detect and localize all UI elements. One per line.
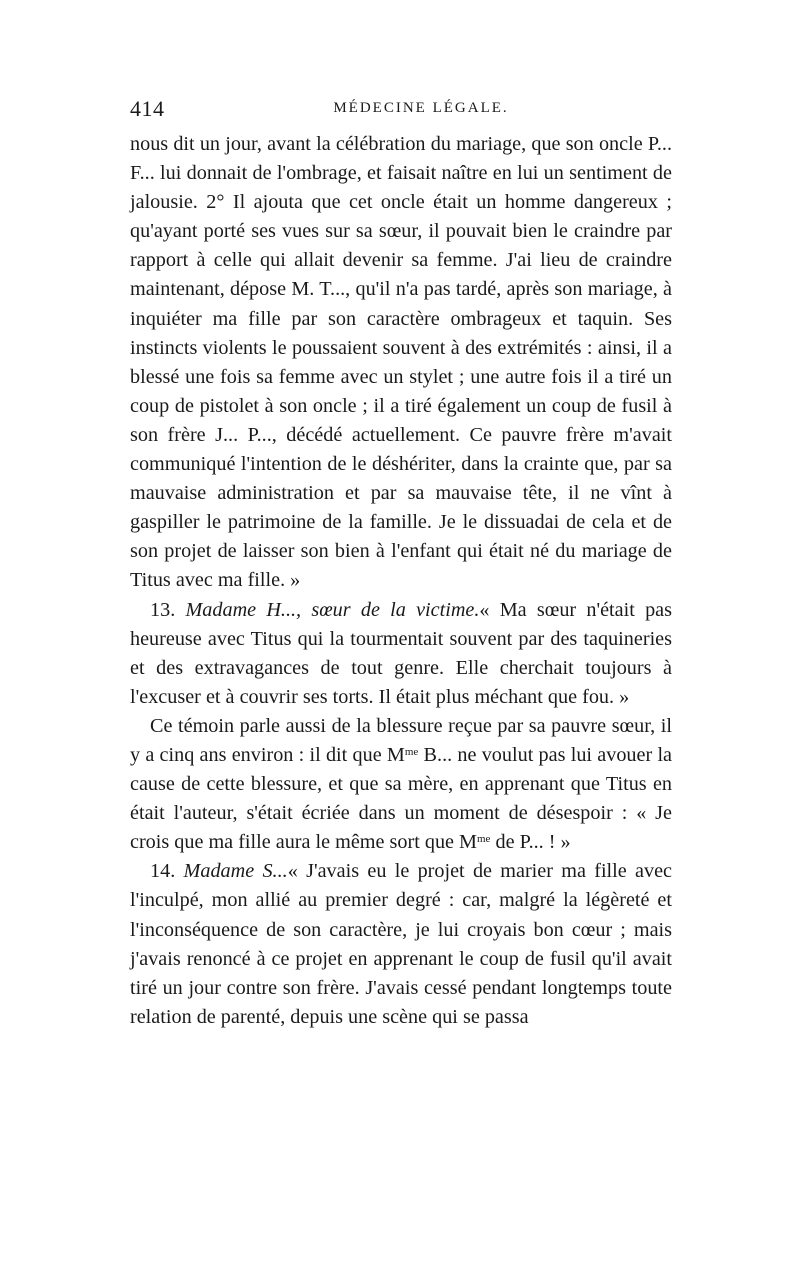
commentary-text-b: B... ne voulut pas lui avouer la cause de cette blessure, et que sa mère, en apprenant que Titus en était l'auteur, s'était écriée dans un moment de désespoir : « Je crois que ma fille aura le même sort que M bbox=[130, 743, 673, 854]
witness-name: Madame S... bbox=[183, 860, 288, 883]
paragraph-witness-commentary bbox=[130, 712, 672, 857]
witness-number: 13. bbox=[150, 598, 176, 621]
paragraph-testimony-t: nous dit un jour, avant la célébration du mariage, que son oncle P... F... lui donnait de l'ombrage, et faisait naître en lui un sentiment de jalousie. 2° Il ajouta que cet oncle était un homme dangereux ; qu'ayant porté ses vues sur sa sœur, il pouvait bien le craindre par rapport à celle qui allait devenir sa femme. J'ai lieu de craindre maintenant, dépose M. T..., qu'il n'a pas tardé, après son mariage, à inquiéter ma fille par son caractère ombrageux et taquin. Ses instincts violents le poussaient souvent à des extrémités : ainsi, il a blessé une fois sa femme avec un stylet ; une autre fois il a tiré un coup de pistolet à son oncle ; il a tiré également un coup de fusil à son frère J... P..., décédé actuellement. Ce pauvre frère m'avait communiqué l'intention de le déshériter, dans la crainte que, par sa mauvaise administration et par sa mauvaise tête, il ne vînt à gaspiller le patrimoine de la famille. Je le dissuadai de cela et de son projet de laisser son bien à l'enfant qui était né du mariage de Titus avec ma fille. » bbox=[130, 133, 672, 592]
paragraph-witness-14 bbox=[130, 857, 672, 1032]
commentary-text-c: de P... ! » bbox=[490, 831, 571, 854]
running-title: MÉDECINE LÉGALE. bbox=[333, 100, 509, 116]
witness-number: 14. bbox=[150, 860, 176, 883]
superscript-me: me bbox=[404, 745, 419, 758]
body-text bbox=[130, 130, 672, 1032]
paragraph-witness-13 bbox=[130, 596, 672, 712]
superscript-me: me bbox=[477, 833, 491, 846]
witness-statement: « J'avais eu le projet de marier ma fille avec l'inculpé, mon allié au premier degré : car, malgré la légèreté et l'inconséquence de son caractère, je lui croyais bon cœur ; mais j'avais renoncé à ce projet en apprenant le coup de fusil qu'il avait tiré un jour contre son frère. J'avais cessé pendant longtemps toute relation de parenté, depuis une scène qui se passa bbox=[130, 860, 673, 1028]
page-number: 414 bbox=[130, 96, 165, 121]
book-page bbox=[130, 96, 672, 1032]
commentary-text-a: Ce témoin parle aussi de la blessure reçue par sa pauvre sœur, il y a cinq ans environ : il dit que M bbox=[130, 714, 672, 766]
witness-name: Madame H..., sœur de la victime. bbox=[185, 598, 480, 621]
witness-statement: « Ma sœur n'était pas heureuse avec Titus qui la tourmentait souvent par des taquineries et des extravagances de tout genre. Elle cherchait toujours à l'excuser et à couvrir ses torts. Il était plus méchant que fou. » bbox=[130, 598, 672, 708]
page-header bbox=[130, 96, 672, 126]
